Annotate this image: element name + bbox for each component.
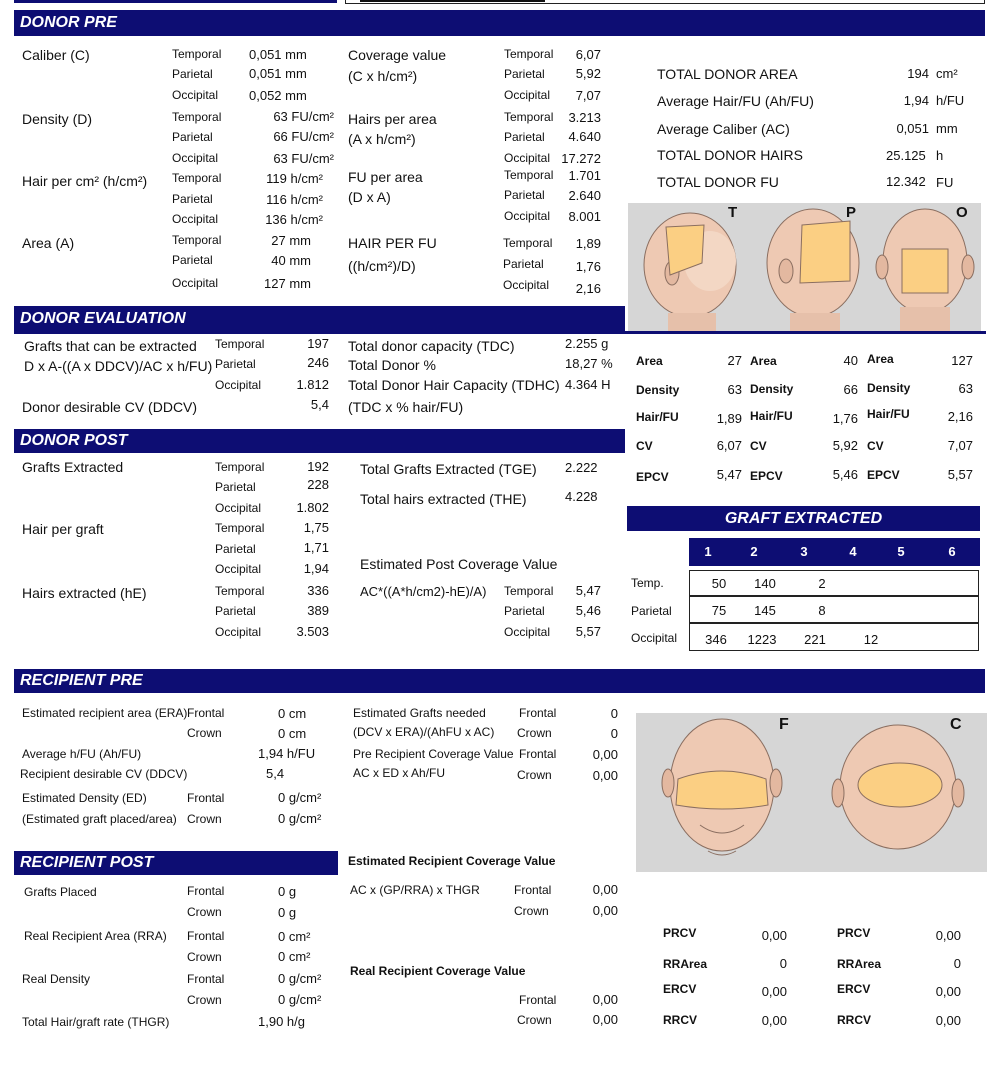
zone-label: Parietal (172, 192, 213, 206)
coverage-label: Coverage value (348, 47, 447, 63)
epcv-formula: AC*((A*h/cm2)-hE)/A) (360, 584, 487, 599)
ercv-title: Estimated Recipient Coverage Value (348, 854, 556, 868)
ed-crown: 0 g/cm² (278, 811, 322, 826)
coverage-formula: (C x h/cm²) (348, 68, 418, 84)
caliber-parietal: 0,051 mm (249, 66, 307, 81)
total-unit: mm (936, 121, 958, 136)
prcv-formula: AC x ED x Ah/FU (353, 766, 446, 780)
head-letter-c: C (950, 716, 962, 733)
grid-col-header: 3 (800, 544, 808, 559)
grid-cell: 221 (804, 632, 826, 647)
total-unit: cm² (936, 66, 958, 81)
total-value: 0,051 (896, 121, 929, 136)
section-donor-pre (14, 10, 985, 36)
summary-label: PRCV (837, 926, 871, 940)
section-title: RECIPIENT PRE (20, 672, 143, 689)
zone-label: Parietal (504, 67, 545, 81)
head-letter-t: T (728, 204, 738, 221)
top-rule (14, 0, 337, 3)
hpc-parietal: 116 h/cm² (266, 192, 323, 207)
zone-label: Parietal (172, 67, 213, 81)
cv-temporal: 6,07 (575, 47, 601, 62)
caliber-label: Caliber (C) (22, 47, 90, 63)
tdc-label: Total donor capacity (TDC) (348, 338, 515, 354)
summary-label: ERCV (837, 982, 871, 996)
total-unit: h (936, 148, 944, 163)
epcv-temporal: 5,47 (575, 583, 601, 598)
zt-value: 5,47 (716, 467, 742, 482)
top-mark (360, 0, 545, 2)
zt-label: EPCV (867, 468, 900, 482)
egn-crown: 0 (610, 726, 618, 741)
grid-col-header: 5 (897, 544, 905, 559)
zone-label: Frontal (187, 929, 225, 943)
hpfu-parietal: 1,76 (575, 259, 601, 274)
era-label: Estimated recipient area (ERA) (22, 706, 188, 720)
head-letter-p: P (846, 204, 857, 221)
zone-label: Frontal (187, 972, 225, 986)
ahfu-value: 1,94 h/FU (258, 746, 316, 761)
gp-crown: 0 g (278, 905, 297, 920)
thgr-value: 1,90 h/g (258, 1014, 305, 1029)
zone-label: Temporal (504, 110, 554, 124)
zone-label: Occipital (504, 88, 551, 102)
zone-label: Crown (187, 993, 222, 1007)
ddcv-value: 5,4 (310, 397, 329, 412)
zone-label: Temporal (215, 584, 265, 598)
head-parietal-view (767, 209, 859, 334)
hair-per-cm2-label: Hair per cm² (h/cm²) (22, 173, 148, 189)
caliber-occipital: 0,052 mm (249, 88, 307, 103)
ed-label: Estimated Density (ED) (22, 791, 147, 805)
graft-grid-header (689, 538, 980, 566)
total-label: TOTAL DONOR FU (657, 174, 779, 190)
total-value: 25.125 (886, 148, 926, 163)
extractable-label: Grafts that can be extracted (24, 338, 197, 354)
zone-label: Occipital (215, 625, 262, 639)
grafts-temporal: 192 (307, 459, 329, 474)
total-unit: FU (936, 175, 954, 190)
zone-label: Parietal (215, 604, 256, 618)
rra-label: Real Recipient Area (RRA) (24, 929, 167, 943)
section-title: GRAFT EXTRACTED (724, 509, 883, 527)
summary-crown: 0,00 (935, 1013, 961, 1028)
hpa-formula: (A x h/cm²) (348, 131, 416, 147)
fpa-parietal: 2.640 (568, 188, 601, 203)
area-parietal: 40 mm (271, 253, 311, 268)
zone-label: Temporal (215, 521, 265, 535)
grafts-parietal: 228 (307, 477, 329, 492)
rrcv-crown: 0,00 (592, 1012, 618, 1027)
grid-cell: 50 (711, 576, 727, 591)
section-recipient-post (14, 851, 338, 875)
total-label: TOTAL DONOR HAIRS (657, 147, 803, 163)
donor-head-illustration (628, 203, 981, 334)
zt-value: 2,16 (947, 409, 973, 424)
tdp-label: Total Donor % (348, 357, 436, 373)
he-occipital: 3.503 (296, 624, 329, 639)
fpa-formula: (D x A) (348, 189, 391, 205)
grid-col-header: 1 (704, 544, 712, 559)
hpfu-occipital: 2,16 (575, 281, 601, 296)
section-title: DONOR POST (20, 432, 128, 449)
zone-label: Parietal (503, 257, 544, 271)
summary-frontal: 0,00 (761, 1013, 787, 1028)
summary-frontal: 0,00 (761, 984, 787, 999)
hpg-temporal: 1,75 (303, 520, 329, 535)
zt-value: 40 (843, 353, 858, 368)
zone-label: Parietal (504, 188, 545, 202)
zt-value: 1,89 (716, 411, 742, 426)
zone-label: Occipital (172, 212, 219, 226)
zone-label: Occipital (504, 625, 551, 639)
zt-value: 63 (958, 381, 973, 396)
zt-value: 5,57 (947, 467, 973, 482)
zone-label: Crown (514, 904, 549, 918)
zone-label: Crown (517, 768, 552, 782)
zt-label: CV (750, 439, 767, 453)
fpa-occipital: 8.001 (568, 209, 601, 224)
grid-cell: 1223 (747, 632, 777, 647)
zone-label: Occipital (504, 209, 551, 223)
gp-frontal: 0 g (278, 884, 297, 899)
hpc-occipital: 136 h/cm² (265, 212, 323, 227)
zone-label: Crown (517, 726, 552, 740)
zone-label: Frontal (519, 706, 557, 720)
egn-frontal: 0 (610, 706, 618, 721)
epcv-label: Estimated Post Coverage Value (360, 556, 558, 572)
summary-label: ERCV (663, 982, 697, 996)
prcv-label: Pre Recipient Coverage Value (353, 747, 514, 761)
grid-cell: 140 (754, 576, 776, 591)
rd-label: Real Density (22, 972, 91, 986)
zt-label: CV (867, 439, 884, 453)
zone-label: Parietal (215, 480, 256, 494)
zone-label: Frontal (514, 883, 552, 897)
head-temporal-view (644, 213, 736, 334)
rdcv-label: Recipient desirable CV (DDCV) (20, 767, 188, 781)
extractable-temporal: 197 (307, 336, 329, 351)
zone-label: Parietal (504, 604, 545, 618)
tdc-value: 2.255 g (565, 336, 609, 351)
section-recipient-pre (14, 669, 985, 693)
hpc-temporal: 119 h/cm² (266, 171, 323, 186)
head-occipital-view (876, 209, 974, 334)
zone-label: Temporal (172, 233, 222, 247)
era-frontal: 0 cm (278, 706, 307, 721)
total-label: TOTAL DONOR AREA (657, 66, 798, 82)
section-rule (14, 331, 986, 334)
zt-label: EPCV (636, 470, 669, 484)
rrcv-frontal: 0,00 (592, 992, 618, 1007)
grid-cell: 75 (711, 603, 727, 618)
zone-label: Frontal (187, 884, 225, 898)
zone-label: Frontal (519, 993, 557, 1007)
section-donor-post (14, 429, 625, 453)
he-parietal: 389 (307, 603, 329, 618)
tge-label: Total Grafts Extracted (TGE) (360, 461, 537, 477)
zone-label: Crown (517, 1013, 552, 1027)
summary-frontal: 0 (779, 956, 787, 971)
rd-crown: 0 g/cm² (278, 992, 322, 1007)
head-frontal-view (662, 719, 782, 855)
summary-frontal: 0,00 (761, 928, 787, 943)
summary-label: RRCV (837, 1013, 872, 1027)
era-crown: 0 cm (278, 726, 307, 741)
epcv-parietal: 5,46 (575, 603, 601, 618)
head-letter-f: F (779, 716, 789, 733)
zone-label: Frontal (519, 747, 557, 761)
area-occipital: 127 mm (264, 276, 311, 291)
zt-value: 63 (727, 382, 742, 397)
zone-label: Temporal (172, 110, 222, 124)
ahfu-label: Average h/FU (Ah/FU) (22, 747, 142, 761)
the-value: 4.228 (565, 489, 598, 504)
zone-label: Temporal (504, 584, 554, 598)
summary-crown: 0,00 (935, 984, 961, 999)
total-value: 12.342 (886, 174, 926, 189)
section-donor-evaluation (14, 306, 625, 331)
prcv-crown: 0,00 (592, 768, 618, 783)
zone-label: Temporal (172, 171, 222, 185)
zone-label: Parietal (504, 130, 545, 144)
ercv-frontal: 0,00 (592, 882, 618, 897)
zone-label: Crown (187, 726, 222, 740)
grid-col-header: 4 (849, 544, 857, 559)
hpg-occipital: 1,94 (303, 561, 329, 576)
recipient-heads-svg (636, 713, 987, 872)
zone-label: Temporal (504, 168, 554, 182)
zone-label: Temporal (503, 236, 553, 250)
zone-label: Occipital (172, 151, 219, 165)
section-title: RECIPIENT POST (20, 854, 154, 871)
summary-crown: 0,00 (935, 928, 961, 943)
zt-label: Hair/FU (636, 410, 679, 424)
grid-col-header: 2 (750, 544, 758, 559)
zone-label: Crown (187, 950, 222, 964)
total-value: 1,94 (903, 93, 929, 108)
zt-label: Area (636, 354, 663, 368)
epcv-occipital: 5,57 (575, 624, 601, 639)
total-value: 194 (907, 66, 929, 81)
zt-value: 127 (951, 353, 973, 368)
fpa-temporal: 1.701 (568, 168, 601, 183)
zt-value: 27 (727, 353, 742, 368)
zt-label: Density (867, 381, 911, 395)
gp-label: Grafts Placed (24, 885, 97, 899)
zt-label: CV (636, 439, 653, 453)
zone-label: Temporal (504, 47, 554, 61)
extractable-parietal: 246 (307, 355, 329, 370)
total-unit: h/FU (936, 93, 965, 108)
ddcv-label: Donor desirable CV (DDCV) (22, 399, 198, 415)
zone-label: Parietal (172, 130, 213, 144)
egn-formula: (DCV x ERA)/(AhFU x AC) (353, 725, 495, 739)
zone-label: Occipital (503, 278, 550, 292)
zt-label: Hair/FU (867, 407, 910, 421)
area-temporal: 27 mm (271, 233, 311, 248)
the-label: Total hairs extracted (THE) (360, 491, 527, 507)
grid-cell: 8 (818, 603, 826, 618)
hpa-parietal: 4.640 (568, 129, 601, 144)
zt-value: 6,07 (716, 438, 742, 453)
summary-label: RRArea (663, 957, 708, 971)
zone-label: Occipital (172, 88, 219, 102)
tge-value: 2.222 (565, 460, 598, 475)
extractable-formula: D x A-((A x DDCV)/AC x h/FU) (24, 358, 213, 374)
cv-occipital: 7,07 (575, 88, 601, 103)
zone-label: Occipital (215, 562, 262, 576)
zt-label: Area (867, 352, 894, 366)
head-crown-view (832, 725, 964, 849)
grafts-occipital: 1.802 (296, 500, 329, 515)
he-label: Hairs extracted (hE) (22, 585, 147, 601)
zt-value: 5,92 (832, 438, 858, 453)
hpfu-formula: ((h/cm²)/D) (348, 258, 416, 274)
summary-crown: 0 (953, 956, 961, 971)
tdp-value: 18,27 % (565, 356, 613, 371)
zt-value: 7,07 (947, 438, 973, 453)
zone-label: Parietal (215, 357, 256, 371)
tdhc-formula: (TDC x % hair/FU) (348, 399, 464, 415)
density-occipital: 63 FU/cm² (273, 151, 334, 166)
section-graft-extracted (627, 506, 980, 531)
density-temporal: 63 FU/cm² (273, 109, 334, 124)
summary-label: RRArea (837, 957, 882, 971)
grid-col-header: 6 (948, 544, 956, 559)
summary-label: PRCV (663, 926, 697, 940)
grid-cell: 12 (863, 632, 879, 647)
zone-label: Occipital (172, 276, 219, 290)
rra-crown: 0 cm² (278, 949, 311, 964)
zt-value: 66 (843, 382, 858, 397)
zt-label: Density (750, 382, 794, 396)
recipient-head-illustration (636, 713, 987, 872)
grid-row-label: Parietal (631, 604, 672, 618)
area-label: Area (A) (22, 235, 75, 251)
tdhc-value: 4.364 H (565, 377, 611, 392)
hpg-label: Hair per graft (22, 521, 104, 537)
rra-frontal: 0 cm² (278, 929, 311, 944)
density-parietal: 66 FU/cm² (273, 129, 334, 144)
zt-value: 5,46 (832, 467, 858, 482)
zone-label: Temporal (215, 337, 265, 351)
summary-label: RRCV (663, 1013, 698, 1027)
he-temporal: 336 (307, 583, 329, 598)
ercv-formula: AC x (GP/RRA) x THGR (350, 883, 480, 897)
density-label: Density (D) (22, 111, 93, 127)
grid-row-label: Temp. (631, 576, 664, 590)
grid-row-label: Occipital (631, 631, 678, 645)
zt-label: Density (636, 383, 680, 397)
zone-label: Frontal (187, 791, 225, 805)
cv-parietal: 5,92 (575, 66, 601, 81)
ed-sub: (Estimated graft placed/area) (22, 812, 177, 826)
zt-label: EPCV (750, 469, 783, 483)
hpfu-label: HAIR PER FU (348, 235, 437, 251)
section-title: DONOR PRE (20, 14, 117, 31)
zone-label: Parietal (172, 253, 213, 267)
rrcv-title: Real Recipient Coverage Value (350, 964, 526, 978)
zone-label: Temporal (172, 47, 222, 61)
zone-label: Occipital (215, 501, 262, 515)
zone-label: Crown (187, 905, 222, 919)
rd-frontal: 0 g/cm² (278, 971, 322, 986)
total-label: Average Caliber (AC) (657, 121, 790, 137)
zone-label: Crown (187, 812, 222, 826)
zone-label: Parietal (215, 542, 256, 556)
hpg-parietal: 1,71 (303, 540, 329, 555)
section-title: DONOR EVALUATION (20, 309, 186, 327)
grid-cell: 346 (705, 632, 727, 647)
zt-label: Area (750, 354, 777, 368)
fpa-label: FU per area (348, 169, 423, 185)
hpa-temporal: 3.213 (568, 110, 601, 125)
thgr-label: Total Hair/graft rate (THGR) (22, 1015, 170, 1029)
grid-cell: 2 (818, 576, 826, 591)
hpa-label: Hairs per area (348, 111, 437, 127)
egn-label: Estimated Grafts needed (353, 706, 486, 720)
zone-label: Temporal (215, 460, 265, 474)
grid-cell: 145 (754, 603, 776, 618)
ed-frontal: 0 g/cm² (278, 790, 322, 805)
rdcv-value: 5,4 (266, 766, 285, 781)
total-label: Average Hair/FU (Ah/FU) (657, 93, 814, 109)
hpa-occipital: 17.272 (561, 151, 601, 166)
ercv-crown: 0,00 (592, 903, 618, 918)
tdhc-label: Total Donor Hair Capacity (TDHC) (348, 377, 560, 393)
extractable-occipital: 1.812 (296, 377, 329, 392)
hpfu-temporal: 1,89 (575, 236, 601, 251)
donor-heads-svg (628, 203, 981, 334)
zone-label: Frontal (187, 706, 225, 720)
caliber-temporal: 0,051 mm (249, 47, 307, 62)
zt-label: Hair/FU (750, 409, 793, 423)
zt-value: 1,76 (832, 411, 858, 426)
grafts-extracted-label: Grafts Extracted (22, 459, 124, 475)
prcv-frontal: 0,00 (592, 747, 618, 762)
zone-label: Occipital (504, 151, 551, 165)
head-letter-o: O (956, 204, 968, 221)
zone-label: Occipital (215, 378, 262, 392)
